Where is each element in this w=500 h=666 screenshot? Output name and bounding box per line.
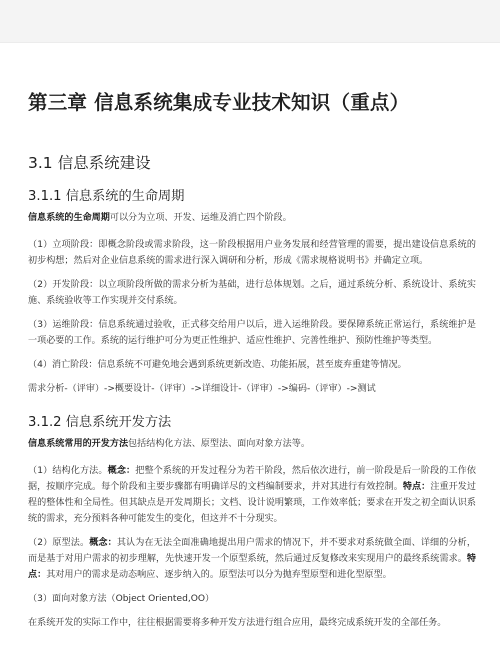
prototype-feature-text: 其对用户的需求是动态响应、逐步纳入的。原型法可以分为抛弃型原型和进化型原型。 [46, 570, 392, 580]
structured-concept-label: 概念： [107, 466, 136, 476]
subsection-title-lifecycle: 3.1.1 信息系统的生命周期 [28, 189, 185, 204]
methods-intro [28, 436, 476, 452]
prototype-concept-text: 其认为在无法全面准确地提出用户需求的情况下，并不要求对系统做全面、详细的分析，而是基于对用户需求的初步理解，先快速开发一个原型系统，然后通过反复修改来实现用户的最终系统需求。 [28, 538, 476, 564]
lifecycle-intro-text: 可以分为立项、开发、运维及消亡四个阶段。 [109, 213, 292, 223]
structured-feature-label: 特点： [402, 482, 431, 492]
subsection-title-methods: 3.1.2 信息系统开发方法 [28, 415, 172, 430]
section-title: 3.1 信息系统建设 [28, 154, 151, 172]
closing-paragraph: 在系统开发的实际工作中，往往根据需要将多种开发方法进行组合应用，最终完成系统开发的全部任务。 [28, 618, 447, 628]
structured-lead: （1）结构化方法。 [28, 466, 108, 476]
lifecycle-intro [28, 210, 476, 226]
top-bar [0, 0, 500, 43]
structured-concept-text: 把整个系统的开发过程分为若干阶段，然后依次进行，前一阶段是后一阶段的工作依据，按顺序完成。每个阶段和主要步骤都有明确详尽的文档编制要求，并对其进行有效控制。 [28, 466, 476, 492]
structured-method-paragraph [28, 463, 476, 527]
prototype-feature-label: 特点： [28, 554, 476, 580]
prototype-concept-label: 概念： [89, 538, 117, 548]
stage-paragraph-3: （3）运维阶段：信息系统通过验收，正式移交给用户以后，进入运维阶段。要保障系统正常运行，系统维护是一项必要的工作。系统的运行维护可分为更正性维护、适应性维护、完善性维护、预防性维护等类型。 [28, 320, 476, 346]
chapter-title: 第三章 信息系统集成专业技术知识（重点） [28, 91, 410, 114]
prototype-lead: （2）原型法。 [28, 538, 90, 548]
stage-paragraph-4: （4）消亡阶段：信息系统不可避免地会遇到系统更新改造、功能拓展，甚至废弃重建等情况。 [28, 360, 407, 370]
prototype-method-paragraph [28, 535, 476, 583]
lifecycle-intro-bold: 信息系统的生命周期 [28, 213, 110, 223]
stage-paragraph-2: （2）开发阶段：以立项阶段所做的需求分析为基础，进行总体规划。之后，通过系统分析、系统设计、系统实施、系统验收等工作实现并交付系统。 [28, 280, 476, 306]
stage-paragraph-1: （1）立项阶段：即概念阶段或需求阶段，这一阶段根据用户业务发展和经营管理的需要，提出建设信息系统的初步构想；然后对企业信息系统的需求进行深入调研和分析，形成《需求规格说明书》并确定立项。 [28, 240, 476, 266]
methods-intro-bold: 信息系统常用的开发方法 [28, 439, 129, 449]
oo-method-paragraph: （3）面向对象方法（Object Oriented,OO） [28, 594, 215, 604]
methods-intro-text: 包括结构化方法、原型法、面向对象方法等。 [128, 439, 310, 449]
development-flow: 需求分析-（评审）->概要设计-（评审）->详细设计-（评审）->编码-（评审）->测试 [28, 384, 376, 394]
structured-feature-text: 注重开发过程的整体性和全局性。但其缺点是开发周期长；文档、设计说明繁琐，工作效率低；要求在开发之初全面认识系统的需求，充分预料各种可能发生的变化，但这并不十分现实。 [28, 482, 476, 524]
document-body [28, 90, 476, 639]
